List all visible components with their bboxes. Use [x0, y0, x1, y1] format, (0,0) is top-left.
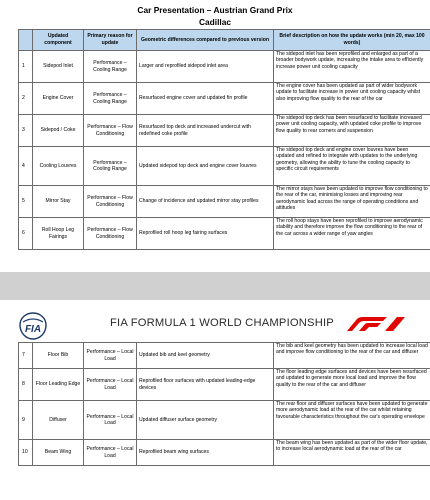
header-geometry: Geometric differences compared to previous version: [137, 30, 274, 51]
row-number: 5: [19, 186, 33, 218]
header-component: Updated component: [33, 30, 84, 51]
row-number: 7: [19, 343, 33, 369]
header-num: [19, 30, 33, 51]
row-component: Floor Leading Edge: [33, 369, 84, 401]
row-reason: Performance – Local Load: [84, 369, 137, 401]
row-description: The beam wing has been updated as part of the wider floor update, to increase local aerodynamic load at the rear of the car: [274, 440, 430, 466]
table-row: [19, 186, 430, 218]
row-component: Cooling Louvres: [33, 147, 84, 186]
team-name: Cadillac: [198, 17, 232, 27]
row-geometry: Resurfaced engine cover and updated fin profile: [137, 83, 274, 115]
table-row: [19, 51, 430, 83]
row-component: Sidepod / Coke: [33, 115, 84, 147]
row-component: Roll Hoop Leg Fairings: [33, 218, 84, 250]
row-reason: Performance – Cooling Range: [84, 147, 137, 186]
row-component: Beam Wing: [33, 440, 84, 466]
row-description: The rear floor and diffuser surfaces have been updated to generate more aerodynamic load at the rear of the car whilst retaining favourable characteristics throughout the car's operating envelope: [274, 401, 430, 440]
row-geometry: Reprofiled roll hoop leg fairing surfaces: [137, 218, 274, 250]
row-reason: Performance – Cooling Range: [84, 51, 137, 83]
row-reason: Performance – Cooling Range: [84, 83, 137, 115]
row-reason: Performance – Flow Conditioning: [84, 218, 137, 250]
header-reason: Primary reason for update: [84, 30, 137, 51]
table-header-row: [19, 30, 430, 51]
updates-table: [18, 29, 430, 250]
header-description: Brief description on how the update works (min 20, max 100 words): [274, 30, 430, 51]
page-gap: [0, 272, 430, 300]
row-reason: Performance – Local Load: [84, 343, 137, 369]
row-reason: Performance – Flow Conditioning: [84, 115, 137, 147]
row-reason: Performance – Local Load: [84, 440, 137, 466]
row-number: 2: [19, 83, 33, 115]
row-description: The roll hoop stays have been reprofiled to improve aerodynamic stability and therefore improve the flow conditioning to the rear of the car across a wider range of yaw angles: [274, 218, 430, 250]
row-description: The bib and keel geometry has been updated to increase local load and improve flow conditioning to the rear of the car and diffuser: [274, 343, 430, 369]
row-number: 1: [19, 51, 33, 83]
row-number: 3: [19, 115, 33, 147]
row-component: Floor Bib: [33, 343, 84, 369]
row-description: The mirror stays have been updated to improve flow conditioning to the rear of the car, minimising losses and improving rear aerodynamic load across the range of operating conditions and attitudes: [274, 186, 430, 218]
table-row: [19, 369, 430, 401]
table-row: [19, 343, 430, 369]
row-component: Engine Cover: [33, 83, 84, 115]
row-geometry: Updated sidepod top deck and engine cover louvres: [137, 147, 274, 186]
table-row: [19, 147, 430, 186]
row-geometry: Reprofiled floor surfaces with updated leading-edge devices: [137, 369, 274, 401]
row-number: 6: [19, 218, 33, 250]
row-description: The floor leading edge surfaces and devices have been resurfaced and updated to generate more local load and improve the flow quality to the rear of the car and diffuser: [274, 369, 430, 401]
page-2: [0, 300, 430, 500]
table-row: [19, 115, 430, 147]
row-geometry: Updated bib and keel geometry: [137, 343, 274, 369]
table-row: [19, 83, 430, 115]
table-row: [19, 440, 430, 466]
row-number: 8: [19, 369, 33, 401]
row-component: Mirror Stay: [33, 186, 84, 218]
table-row: [19, 401, 430, 440]
f1-logo-icon: [345, 316, 407, 332]
championship-header: FIA FORMULA 1 WORLD CHAMPIONSHIP: [110, 317, 334, 329]
updates-table-continued: [18, 342, 430, 466]
row-description: The sidepod top deck and engine cover louvres have been updated and refined to integrate with updates to the underlying geometry, allowing the ability to tune the cooling capacity to specific circuit requirements: [274, 147, 430, 186]
row-geometry: Resurfaced top deck and increased undercut with redefined coke profile: [137, 115, 274, 147]
document-title: Car Presentation – Austrian Grand Prix: [137, 5, 293, 15]
fia-logo-text: FIA: [24, 324, 42, 335]
row-component: Sidepod Inlet: [33, 51, 84, 83]
row-description: The engine cover has been updated as part of wider bodywork update to facilitate increase in power unit cooling capacity whilst also improving flow quality to the rear of the car: [274, 83, 430, 115]
row-geometry: Updated diffuser surface geometry: [137, 401, 274, 440]
row-description: The sidepod top deck has been resurfaced to facilitate increased power unit cooling capacity, with updated coke profile to improve flow quality to rear corners and suspension: [274, 115, 430, 147]
fia-logo-icon: [18, 312, 48, 340]
row-number: 10: [19, 440, 33, 466]
row-component: Diffuser: [33, 401, 84, 440]
table-row: [19, 218, 430, 250]
row-geometry: Larger and reprofiled sidepod inlet area: [137, 51, 274, 83]
row-geometry: Change of incidence and updated mirror stay profiles: [137, 186, 274, 218]
row-reason: Performance – Local Load: [84, 401, 137, 440]
row-number: 9: [19, 401, 33, 440]
row-geometry: Reprofiled beam wing surfaces: [137, 440, 274, 466]
fia-logo-partial-icon: [16, 0, 32, 4]
row-reason: Performance – Flow Conditioning: [84, 186, 137, 218]
row-number: 4: [19, 147, 33, 186]
row-description: The sidepod inlet has been reprofiled and enlarged as part of a broader bodywork update, increasing the intake area to efficiently increase power unit cooling capacity: [274, 51, 430, 83]
